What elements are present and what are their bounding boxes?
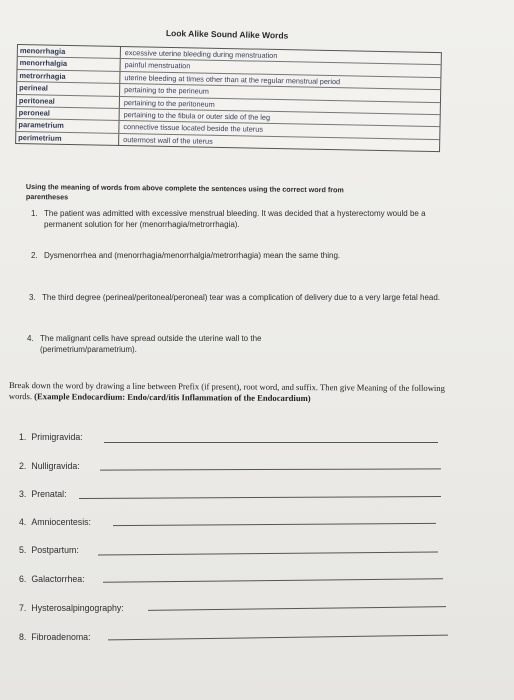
term-word: perimetrium — [16, 132, 119, 145]
instruction-line-2: parentheses — [25, 191, 69, 202]
item-number: 2. — [19, 461, 27, 471]
item-label: Amniocentesis: — [31, 517, 91, 527]
term-definition: pertaining to the perineum — [124, 85, 209, 96]
item-label: Galactorrhea: — [31, 574, 85, 584]
term-definition: pertaining to the peritoneum — [123, 97, 215, 109]
term-definition: uterine bleeding at times other than at the regular menstrual period — [124, 72, 341, 86]
answer-line[interactable] — [148, 606, 446, 611]
item-number: 3. — [19, 489, 27, 499]
list-item — [19, 432, 83, 442]
item-label: Prenatal: — [31, 489, 67, 499]
term-word: menorrhalgia — [18, 57, 121, 70]
sentence-instructions — [26, 182, 426, 206]
item-number: 8. — [19, 632, 27, 642]
answer-line[interactable] — [108, 635, 448, 641]
item-label: Fibroadenoma: — [31, 632, 91, 642]
term-word: parametrium — [16, 119, 119, 132]
answer-line[interactable] — [79, 496, 441, 499]
breakdown-instructions — [9, 380, 449, 405]
item-number: 4. — [19, 517, 27, 527]
sentence-text: The third degree (perineal/peritoneal/peroneal) tear was a complication of delivery due to a very large fetal head. — [42, 293, 441, 302]
term-definition: connective tissue located beside the uterus — [123, 122, 264, 135]
list-item — [19, 517, 91, 527]
list-item — [19, 632, 91, 642]
term-definition: excessive uterine bleeding during menstruation — [124, 48, 278, 60]
item-label: Hysterosalpingography: — [31, 603, 124, 613]
breakdown-intro: Break down the word by drawing a line between Prefix (if present), root word, and suffix. Then give Meaning of the following words. — [8, 380, 445, 402]
list-item — [19, 489, 67, 499]
sentence-item — [31, 208, 429, 230]
term-word: menorrhagia — [18, 45, 121, 58]
worksheet-title: Look Alike Sound Alike Words — [165, 28, 289, 41]
instruction-line-1: Using the meaning of words from above complete the sentences using the correct word from — [25, 182, 344, 195]
term-word: perineal — [17, 82, 120, 95]
term-definition: painful menstruation — [124, 60, 191, 71]
sentence-item — [27, 333, 340, 355]
sentence-number: 3. — [29, 293, 36, 302]
sentence-item — [31, 250, 464, 261]
sentence-text: The malignant cells have spread outside the uterine wall to the (perimetrium/parametrium). — [40, 334, 262, 354]
item-label: Postpartum: — [31, 545, 79, 555]
term-definition: outermost wall of the uterus — [123, 134, 213, 146]
list-item — [19, 461, 80, 471]
item-number: 1. — [19, 432, 27, 442]
sentence-item — [29, 292, 442, 303]
sentence-number: 4. — [27, 334, 34, 343]
sentence-text: Dysmenorrhea and (menorrhagia/menorrhalgia/metrorrhagia) mean the same thing. — [44, 251, 341, 260]
list-item — [19, 545, 79, 555]
answer-line[interactable] — [100, 468, 441, 470]
term-word: peroneal — [17, 107, 120, 120]
item-number: 5. — [19, 545, 27, 555]
item-label: Nulligravida: — [31, 461, 80, 471]
answer-line[interactable] — [98, 552, 438, 556]
terms-table — [15, 44, 442, 152]
sentence-number: 2. — [31, 251, 38, 260]
answer-line[interactable] — [104, 442, 438, 443]
list-item — [19, 603, 124, 613]
term-word: peritoneal — [17, 95, 120, 108]
sentence-number: 1. — [31, 209, 38, 218]
list-item — [19, 574, 85, 584]
sentence-text: The patient was admitted with excessive menstrual bleeding. It was decided that a hysterectomy would be a permanent solution for her (menorrhagia/metrorrhagia). — [44, 209, 426, 229]
item-label: Primigravida: — [31, 432, 83, 442]
term-word: metrorrhagia — [17, 70, 120, 83]
breakdown-example: (Example Endocardium: Endo/card/itis Inflammation of the Endocardium) — [34, 391, 311, 404]
item-number: 7. — [19, 603, 27, 613]
answer-line[interactable] — [103, 578, 443, 583]
item-number: 6. — [19, 574, 27, 584]
term-definition: pertaining to the fibula or outer side of the leg — [123, 110, 271, 122]
answer-line[interactable] — [113, 523, 436, 526]
